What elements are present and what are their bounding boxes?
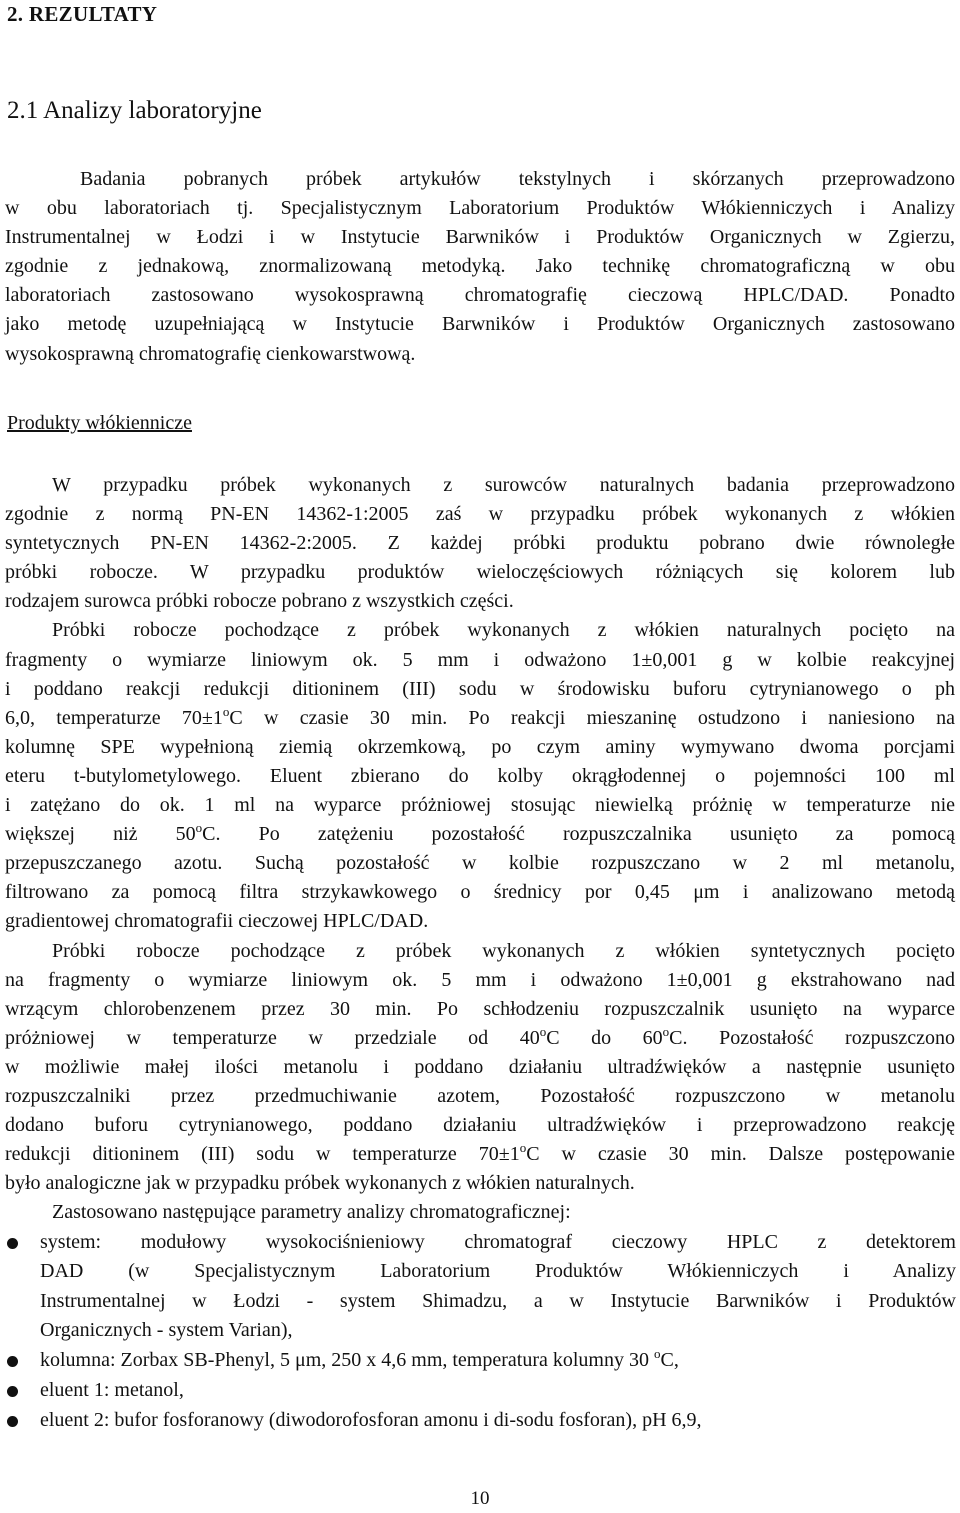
text-line: Instrumentalnej w Łodzi - system Shimadzu, a w Instytucie Barwników i Produktów: [40, 1289, 956, 1312]
text-line: DAD (w Specjalistycznym Laboratorium Produktów Włókienniczych i Analizy: [40, 1260, 956, 1283]
text-line: w obu laboratoriach tj. Specjalistycznym Laboratorium Produktów Włókienniczych i Analizy: [5, 197, 955, 220]
text-line: próżniowej w temperaturze w przedziale od 40$^o$C do 60$^o$C. Pozostałość rozpuszczono: [5, 1023, 956, 1049]
text-line: zgodnie z jednakową, znormalizowaną metodyką. Jako technikę chromatograficzną w obu: [5, 255, 955, 278]
text-line: syntetycznych PN-EN 14362-2:2005. Z każdej próbki produktu pobrano dwie równoległe: [5, 532, 955, 555]
parameter-list: [0, 1228, 960, 1436]
text-line: przepuszczanego azotu. Suchą pozostałość w kolbie rozpuszczano w 2 ml metanolu,: [5, 852, 955, 875]
text-line: wysokosprawną chromatografię cienkowarstwową.: [5, 342, 416, 365]
text-line: W przypadku próbek wykonanych z surowców naturalnych badania przeprowadzono: [52, 474, 955, 496]
text-line: Instrumentalnej w Łodzi i w Instytucie Barwników i Produktów Organicznych w Zgierzu,: [5, 226, 955, 249]
text-line: rodzajem surowca próbki robocze pobrano z wszystkich części.: [5, 590, 514, 613]
text-line: jako metodę uzupełniającą w Instytucie Barwników i Produktów Organicznych zastosowano: [5, 313, 955, 336]
intro-paragraph: [5, 165, 955, 369]
text-line: fragmenty o wymiarze liniowym ok. 5 mm i odważono 1±0,001 g w kolbie reakcyjnej: [5, 648, 955, 671]
list-item: [0, 1406, 960, 1436]
degree-superscript: o: [222, 703, 230, 719]
list-item: [0, 1228, 960, 1346]
text-line: Zastosowano następujące parametry analizy chromatograficznej:: [52, 1201, 571, 1224]
degree-superscript: o: [195, 820, 203, 836]
list-item: [0, 1376, 960, 1406]
text-line: gradientowej chromatografii cieczowej HPLC/DAD.: [5, 910, 429, 933]
chapter-heading: 2. REZULTATY: [7, 2, 158, 26]
text-line: Badania pobranych próbek artykułów tekstylnych i skórzanych przeprowadzono: [80, 168, 955, 190]
text-line: rozpuszczalniki przez przedmuchiwanie azotem, Pozostałość rozpuszczono w metanolu: [5, 1084, 955, 1107]
text-line: i zatężano do ok. 1 ml na wyparce próżniowej stosując niewielką próżnię w temperaturze nie: [5, 794, 955, 817]
text-line: 6,0, temperaturze $70\pm 1^oC$ w czasie 30 min. Po reakcji mieszaninę ostudzono i naniesiono na: [5, 703, 955, 729]
text-line: kolumna: Zorbax SB-Phenyl, 5 μm, 250 x 4,6 mm, temperatura kolumny 30 $^o$C,: [40, 1346, 679, 1371]
text-line: w możliwie małej ilości metanolu i poddano działaniu ultradźwięków a następnie usunięto: [5, 1055, 955, 1078]
degree-superscript: o: [519, 1140, 527, 1156]
bullet-icon: [7, 1416, 18, 1427]
text-line: większej niż 50$^o$C. Po zatężeniu pozostałość rozpuszczalnika usunięto za pomocą: [5, 820, 955, 846]
text-line: redukcji ditioninem (III) sodu w temperaturze $70\pm 1^oC$ w czasie 30 min. Dalsze postępowanie: [5, 1140, 955, 1166]
text-line: eluent 1: metanol,: [40, 1379, 184, 1401]
bullet-icon: [7, 1356, 18, 1367]
degree-superscript: o: [662, 1023, 670, 1039]
body-paragraphs: [5, 471, 955, 1227]
text-line: na fragmenty o wymiarze liniowym ok. 5 mm i odważono 1±0,001 g ekstrahowano nad: [5, 968, 955, 991]
text-line: filtrowano za pomocą filtra strzykawkowego o średnicy por 0,45 μm i analizowano metodą: [5, 881, 955, 904]
text-line: eteru t-butylometylowego. Eluent zbierano do kolby okrągłodennej o pojemności 100 ml: [5, 764, 955, 787]
text-line: próbki robocze. W przypadku produktów wieloczęściowych różniących się kolorem lub: [5, 561, 955, 584]
text-line: było analogiczne jak w przypadku próbek wykonanych z włókien naturalnych.: [5, 1172, 635, 1195]
bullet-icon: [7, 1386, 18, 1397]
text-line: wrzącym chlorobenzenem przez 30 min. Po schłodzeniu rozpuszczalnik usunięto na wyparce: [5, 997, 955, 1020]
text-line: kolumnę SPE wypełnioną ziemią okrzemkową, po czym aminy wymywano dwoma porcjami: [5, 735, 955, 758]
text-line: Organicznych - system Varian),: [40, 1318, 293, 1341]
text-line: laboratoriach zastosowano wysokosprawną chromatografię cieczową HPLC/DAD. Ponadto: [5, 284, 955, 307]
degree-superscript: o: [653, 1346, 661, 1361]
list-item: [0, 1346, 960, 1376]
text-line: Próbki robocze pochodzące z próbek wykonanych z włókien syntetycznych pocięto: [52, 939, 955, 962]
degree-superscript: o: [539, 1023, 547, 1039]
text-line: system: modułowy wysokociśnieniowy chromatograf cieczowy HPLC z detektorem: [40, 1231, 956, 1253]
text-line: dodano buforu cytrynianowego, poddano działaniu ultradźwięków i przeprowadzono reakcję: [5, 1114, 955, 1137]
text-line: zgodnie z normą PN-EN 14362-1:2005 zaś w przypadku próbek wykonanych z włókien: [5, 503, 955, 526]
page-number: 10: [470, 1488, 490, 1509]
text-line: Próbki robocze pochodzące z próbek wykonanych z włókien naturalnych pocięto na: [52, 619, 955, 642]
text-line: i poddano reakcji redukcji ditioninem (III) sodu w środowisku buforu cytrynianowego o ph: [5, 677, 955, 700]
subheading: Produkty włókiennicze: [7, 412, 192, 434]
bullet-icon: [7, 1238, 18, 1249]
section-heading: 2.1 Analizy laboratoryjne: [7, 97, 262, 124]
text-line: eluent 2: bufor fosforanowy (diwodorofosforan amonu i di-sodu fosforan), pH 6,9,: [40, 1409, 702, 1431]
